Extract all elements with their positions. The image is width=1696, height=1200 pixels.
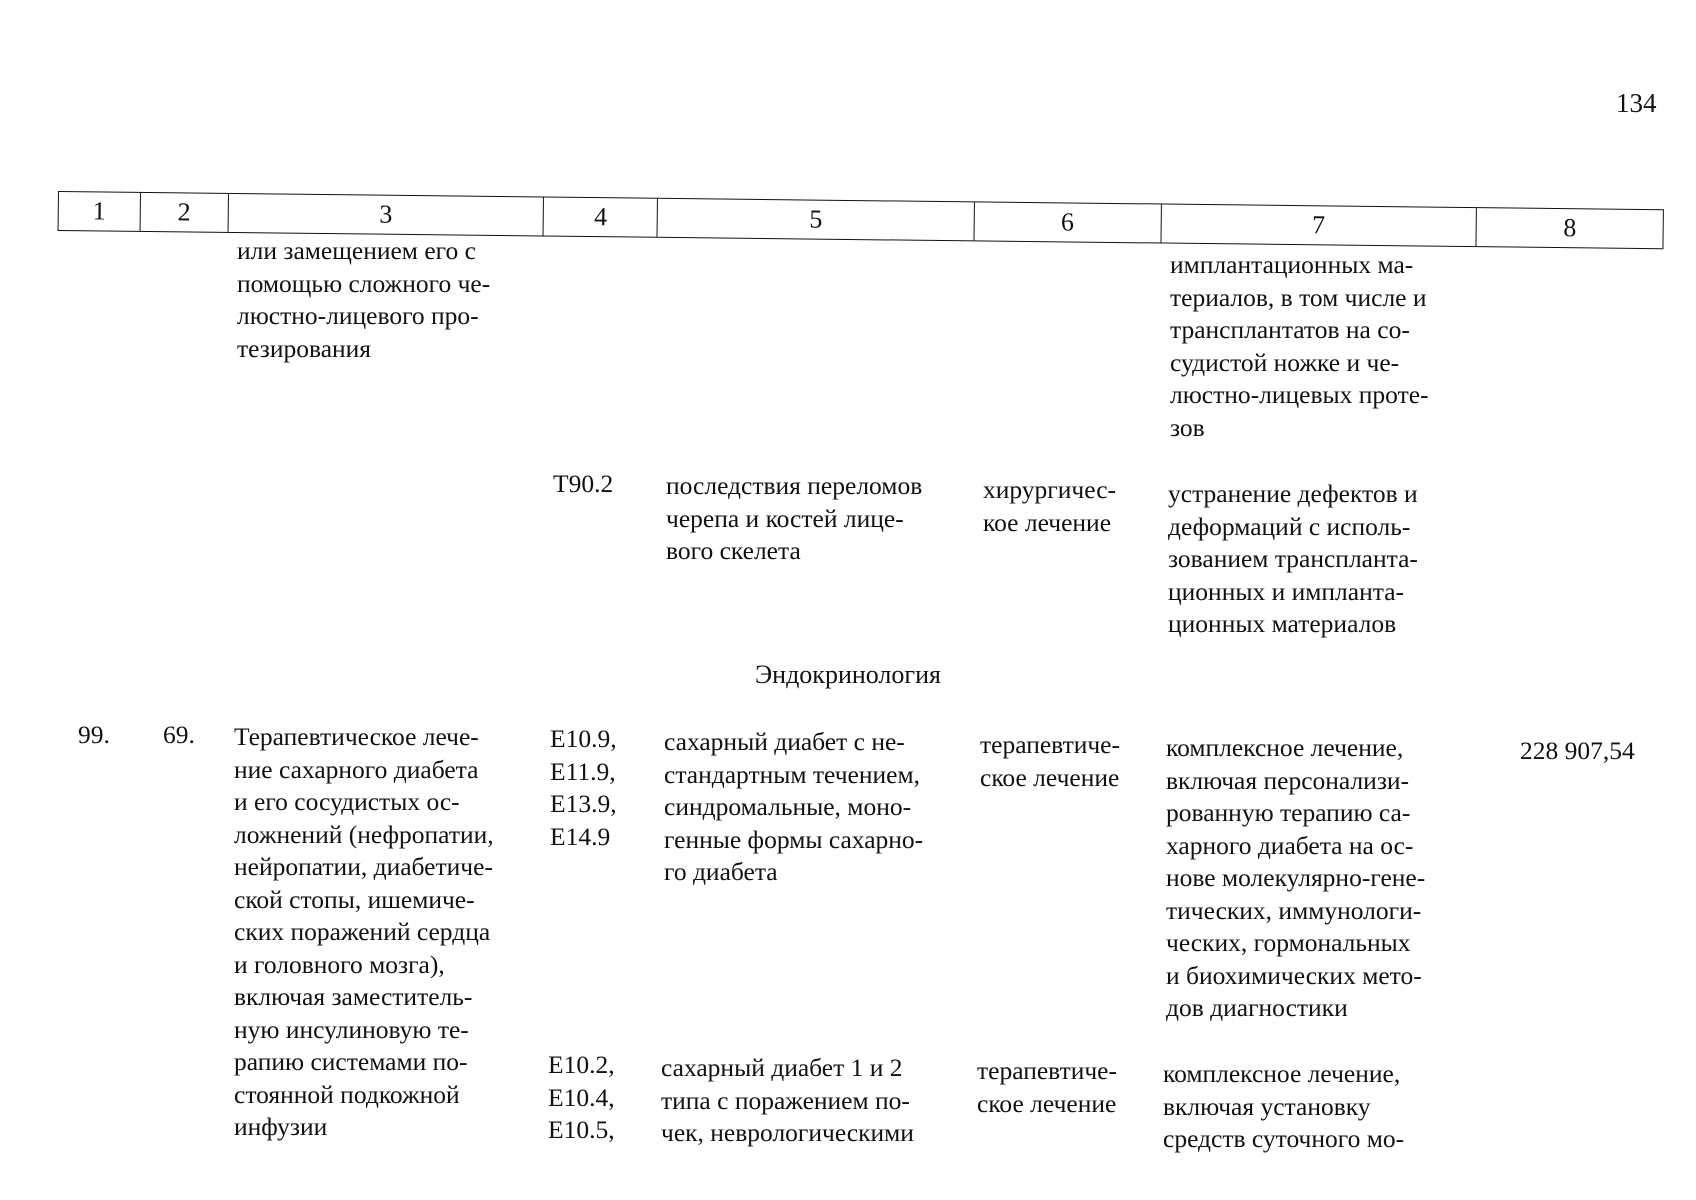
header-col-3: 3 <box>228 194 544 236</box>
t90-code: T90.2 <box>553 469 614 498</box>
row99-sub2-treatment: терапевтиче- ское лечение <box>977 1056 1117 1118</box>
row99-sub1-treatment: терапевтиче- ское лечение <box>980 730 1120 792</box>
header-col-4: 4 <box>544 198 658 237</box>
header-col-7: 7 <box>1161 205 1477 247</box>
row99-price: 228 907,54 <box>1520 736 1635 765</box>
row99-sub2-method: комплексное лечение, включая установку средств суточного мо- <box>1163 1059 1405 1153</box>
row99-sub2-diagnosis: сахарный диабет 1 и 2 типа с поражением по- чек, неврологическими <box>661 1053 914 1147</box>
t90-method: устранение дефектов и деформаций с исполь- зованием транспланта- ционных и импланта- ционных материалов <box>1168 479 1418 638</box>
continuation-col7-text: имплантационных ма- териалов, в том числе и трансплантатов на со- судистой ножке и че- люстно-лицевых протe- зов <box>1170 250 1429 442</box>
header-col-2: 2 <box>140 193 228 232</box>
continuation-col3-text: или замещением его с помощью сложного че- люстно-лицевого про- тезирования <box>237 236 491 363</box>
row99-number: 99. <box>78 720 110 749</box>
row99-sub1-codes: E10.9, E11.9, E13.9, E14.9 <box>550 724 617 851</box>
header-col-1: 1 <box>59 192 141 231</box>
row99-group: 69. <box>163 720 195 749</box>
header-col-5: 5 <box>658 199 975 241</box>
t90-diagnosis: последствия переломов черепа и костей лице- вого скелета <box>666 471 923 565</box>
header-col-8: 8 <box>1563 213 1577 243</box>
header-col-6: 6 <box>974 202 1161 242</box>
row99-sub1-diagnosis: сахарный диабет с не- стандартным течением, синдромальные, моно- генные формы сахарно- го диабета <box>664 727 924 886</box>
row99-sub2-codes: E10.2, E10.4, E10.5, <box>548 1050 615 1144</box>
row99-sub1-method: комплексное лечение, включая персонализи- рованную терапию са- харного диабета на ос- нове молекулярно-гене- тических, иммунологи- ческих, гормональных и биохимических мето- дов диагностики <box>1166 733 1426 1022</box>
page-number: 134 <box>1616 88 1657 118</box>
section-title: Эндокринология <box>755 660 941 689</box>
t90-treatment: хирургичес- кое лечение <box>983 475 1117 537</box>
row99-name: Терапевтическое лече- ние сахарного диабета и его сосудистых ос- ложнений (нефропатии, нейропатии, диабетиче- ской стопы, ишемиче- ских поражений сердца и головного мозга), включая заместитель- ную инсулиновую те- рапию системами по- стоянной подкожной инфузии <box>234 722 494 1141</box>
